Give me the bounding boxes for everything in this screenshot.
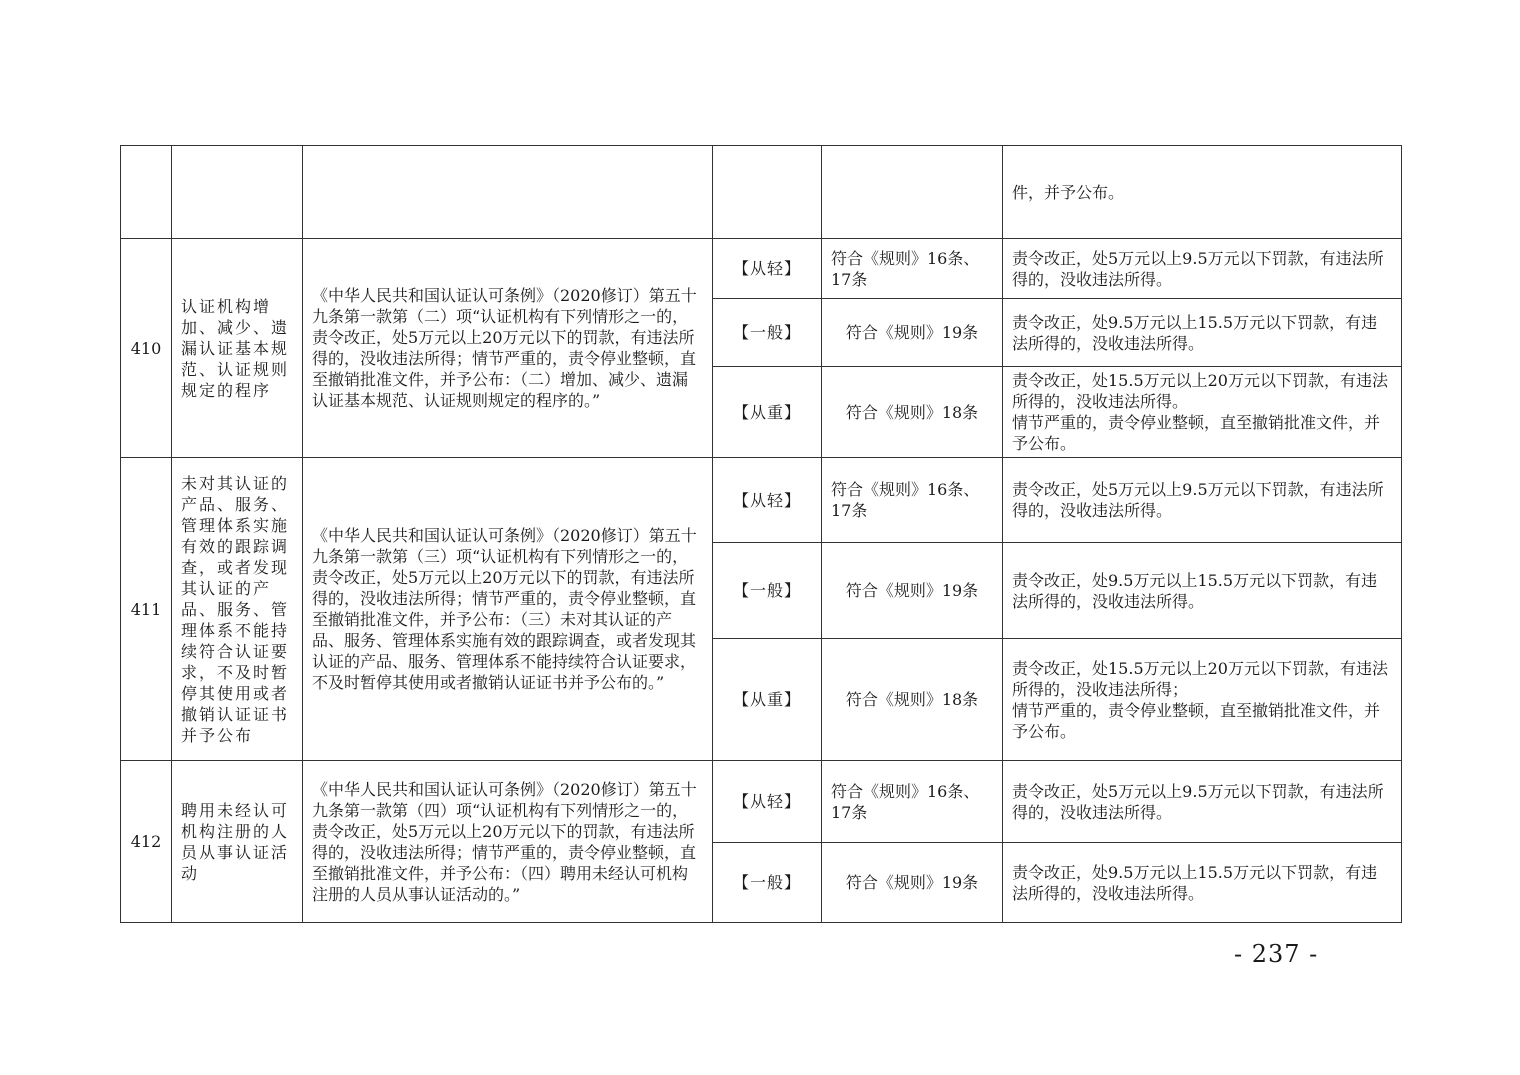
row-number: 411 [121,458,172,761]
penalty-table [120,145,1402,923]
level-label: 【从重】 [713,367,822,458]
row-legal-basis: 《中华人民共和国认证认可条例》（2020修订）第五十九条第一款第（三）项“认证机构有下列情形之一的，责令改正，处5万元以上20万元以下的罚款，有违法所得的，没收违法所得；情节严重的，责令停业整顿，直至撤销批准文件，并予公布：（三）未对其认证的产品、服务、管理体系实施有效的跟踪调查，或者发现其认证的产品、服务、管理体系不能持续符合认证要求，不及时暂停其使用或者撤销认证证书并予公布的。” [303,458,713,761]
level-basis: 符合《规则》16条、17条 [822,239,1003,299]
level-penalty [1003,367,1402,458]
level-basis: 符合《规则》19条 [822,299,1003,367]
level-label: 【从重】 [713,639,822,761]
level-label: 【从轻】 [713,458,822,543]
row-item: 认证机构增加、减少、遗漏认证基本规范、认证规则规定的程序 [172,239,303,458]
penalty-extra-text: 情节严重的，责令停业整顿，直至撤销批准文件，并予公布。 [1012,413,1381,453]
row-basis [822,146,1003,239]
level-penalty [1003,639,1402,761]
level-penalty: 责令改正，处9.5万元以上15.5万元以下罚款，有违法所得的，没收违法所得。 [1003,299,1402,367]
row-item: 未对其认证的产品、服务、管理体系实施有效的跟踪调查，或者发现其认证的产品、服务、管理体系不能持续符合认证要求，不及时暂停其使用或者撤销认证证书并予公布 [172,458,303,761]
row-item [172,146,303,239]
level-basis: 符合《规则》19条 [822,543,1003,639]
level-penalty: 责令改正，处5万元以上9.5万元以下罚款，有违法所得的，没收违法所得。 [1003,761,1402,843]
level-basis: 符合《规则》18条 [822,367,1003,458]
level-penalty: 责令改正，处5万元以上9.5万元以下罚款，有违法所得的，没收违法所得。 [1003,458,1402,543]
level-label: 【一般】 [713,843,822,923]
continuation-row [121,146,1402,239]
level-penalty: 责令改正，处9.5万元以上15.5万元以下罚款，有违法所得的，没收违法所得。 [1003,843,1402,923]
table-row [121,458,1402,543]
penalty-text: 责令改正，处15.5万元以上20万元以下罚款，有违法所得的，没收违法所得； [1012,658,1388,699]
level-basis: 符合《规则》19条 [822,843,1003,923]
level-penalty: 责令改正，处9.5万元以上15.5万元以下罚款，有违法所得的，没收违法所得。 [1003,543,1402,639]
level-basis: 符合《规则》18条 [822,639,1003,761]
page-number: - 237 - [1234,940,1319,968]
row-number: 410 [121,239,172,458]
level-penalty: 责令改正，处5万元以上9.5万元以下罚款，有违法所得的，没收违法所得。 [1003,239,1402,299]
level-basis: 符合《规则》16条、17条 [822,458,1003,543]
row-legal-basis: 《中华人民共和国认证认可条例》（2020修订）第五十九条第一款第（二）项“认证机构有下列情形之一的，责令改正，处5万元以上20万元以下的罚款，有违法所得的，没收违法所得；情节严重的，责令停业整顿，直至撤销批准文件，并予公布：（二）增加、减少、遗漏认证基本规范、认证规则规定的程序的。” [303,239,713,458]
row-number: 412 [121,761,172,923]
table-row [121,239,1402,299]
row-legal-basis: 《中华人民共和国认证认可条例》（2020修订）第五十九条第一款第（四）项“认证机构有下列情形之一的，责令改正，处5万元以上20万元以下的罚款，有违法所得的，没收违法所得；情节严重的，责令停业整顿，直至撤销批准文件，并予公布：（四）聘用未经认可机构注册的人员从事认证活动的。” [303,761,713,923]
penalty-extra-text: 情节严重的，责令停业整顿，直至撤销批准文件，并予公布。 [1012,700,1381,741]
penalty-text: 责令改正，处15.5万元以上20万元以下罚款，有违法所得的，没收违法所得。 [1012,371,1388,411]
row-penalty: 件，并予公布。 [1003,146,1402,239]
level-basis: 符合《规则》16条、17条 [822,761,1003,843]
row-item: 聘用未经认可机构注册的人员从事认证活动 [172,761,303,923]
level-label: 【一般】 [713,299,822,367]
row-legal-basis [303,146,713,239]
level-label: 【一般】 [713,543,822,639]
level-label: 【从轻】 [713,761,822,843]
row-number [121,146,172,239]
row-level [713,146,822,239]
level-label: 【从轻】 [713,239,822,299]
table-row [121,761,1402,843]
